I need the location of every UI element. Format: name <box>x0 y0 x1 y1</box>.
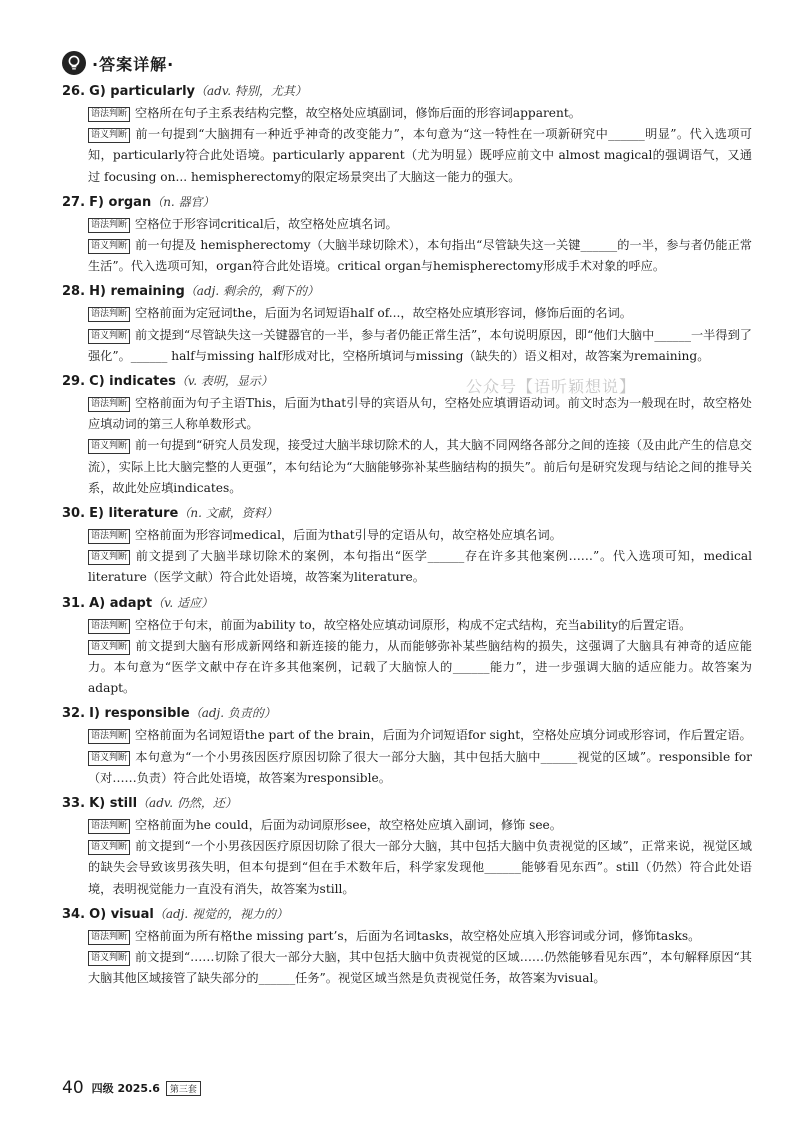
analysis-text: 空格所在句子主系表结构完整，故空格处应填副词，修饰后面的形容词apparent。 <box>135 106 581 120</box>
analysis-tag: 语义判断 <box>88 550 130 565</box>
question-number: 31. <box>62 595 86 611</box>
answer-word: F) organ <box>89 194 152 210</box>
analysis-text: 空格前面为形容词medical，后面为that引导的定语从句，故空格处应填名词。 <box>135 528 562 543</box>
answer-definition: （adj. 负责的） <box>189 706 276 721</box>
analysis-note <box>88 815 752 836</box>
answer-definition: （adv. 仍然，还） <box>137 796 237 811</box>
analysis-note <box>88 615 752 636</box>
answer-word: H) remaining <box>89 284 185 300</box>
analysis-tag: 语法判断 <box>88 218 130 233</box>
question-number: 27. <box>62 194 86 210</box>
answer-item <box>62 370 752 499</box>
answer-word: G) particularly <box>89 84 195 99</box>
analysis-tag: 语法判断 <box>88 107 130 122</box>
analysis-note <box>88 325 752 367</box>
answer-item <box>62 903 752 990</box>
answer-item <box>62 280 752 367</box>
answer-heading <box>62 502 752 525</box>
analysis-note <box>88 525 752 546</box>
analysis-note <box>88 235 752 277</box>
answer-heading <box>62 370 752 393</box>
answer-definition: （adj. 视觉的，视力的） <box>153 906 289 921</box>
analysis-note <box>88 836 752 900</box>
answer-heading <box>62 702 752 725</box>
question-number: 30. <box>62 506 86 522</box>
analysis-text: 前一句提及 hemispherectomy（大脑半球切除术），本句指出“尽管缺失这一关键______的一半，参与者仍能正常生活”。代入选项可知，organ符合此处语境。critical organ与hemispherectomy形成手术对象的呼应。 <box>88 238 752 274</box>
answer-heading <box>62 903 752 926</box>
analysis-tag: 语义判断 <box>88 640 130 655</box>
analysis-text: 本句意为“一个小男孩因医疗原因切除了很大一部分大脑，其中包括大脑中______视觉的区域”。responsible for（对……负责）符合此处语境，故答案为responsible。 <box>88 749 752 785</box>
analysis-note <box>88 124 752 188</box>
analysis-text: 空格前面为定冠词the，后面为名词短语half of...，故空格处应填形容词，修饰后面的名词。 <box>135 306 632 321</box>
page-number: 40 <box>62 1078 84 1098</box>
analysis-note <box>88 546 752 588</box>
analysis-note <box>88 926 752 947</box>
issue-label: 四级 2025.6 <box>91 1082 160 1095</box>
analysis-tag: 语义判断 <box>88 128 130 143</box>
answer-item <box>62 191 752 278</box>
question-number: 26. <box>62 84 86 99</box>
analysis-text: 前文提到“……切除了很大一部分大脑，其中包括大脑中负责视觉的区域……仍然能够看见东西”，本句解释原因“其大脑其他区域接管了缺失部分的______任务”。视觉区域当然是负责视觉任务，故答案为visual。 <box>88 950 752 986</box>
question-number: 32. <box>62 706 86 722</box>
analysis-text: 空格前面为名词短语the part of the brain，后面为介词短语for sight，空格处应填分词或形容词，作后置定语。 <box>135 728 752 743</box>
analysis-note <box>88 435 752 499</box>
page-footer <box>62 1078 201 1098</box>
analysis-tag: 语义判断 <box>88 439 130 454</box>
answer-list <box>62 80 752 993</box>
section-title: ·答案详解· <box>92 54 175 74</box>
answer-heading <box>62 592 752 615</box>
answer-definition: （v. 适应） <box>152 595 214 610</box>
answer-word: I) responsible <box>89 706 190 722</box>
answer-heading <box>62 280 752 303</box>
analysis-text: 空格前面为he could，后面为动词原形see，故空格处应填入副词，修饰 see。 <box>135 818 562 833</box>
analysis-tag: 语法判断 <box>88 930 130 945</box>
analysis-tag: 语义判断 <box>88 239 130 254</box>
analysis-note <box>88 214 752 235</box>
analysis-note <box>88 303 752 324</box>
analysis-text: 空格前面为句子主语This，后面为that引导的宾语从句，空格处应填谓语动词。前文时态为一般现在时，故空格处应填动词的第三人称单数形式。 <box>88 396 752 432</box>
answer-word: C) indicates <box>89 374 176 390</box>
answer-word: A) adapt <box>89 595 153 611</box>
analysis-note <box>88 725 752 746</box>
answer-definition: （n. 文献，资料） <box>178 506 278 521</box>
analysis-note <box>88 103 752 124</box>
lightbulb-icon <box>62 51 86 75</box>
answer-heading <box>62 792 752 815</box>
analysis-tag: 语义判断 <box>88 951 130 966</box>
section-header <box>62 50 174 76</box>
answer-item <box>62 792 752 900</box>
answer-item <box>62 502 752 589</box>
analysis-text: 前文提到“尽管缺失这一关键器官的一半，参与者仍能正常生活”，本句说明原因，即“他们大脑中______一半得到了强化”。______ half与missing half形成对比，空格所填词与missing（缺失的）语义相对，故答案为remaining。 <box>88 327 752 363</box>
analysis-tag: 语法判断 <box>88 397 130 412</box>
analysis-text: 空格前面为所有格the missing part’s，后面为名词tasks，故空格处应填入形容词或分词，修饰tasks。 <box>135 928 701 943</box>
answer-word: E) literature <box>89 506 179 522</box>
analysis-tag: 语义判断 <box>88 329 130 344</box>
analysis-text: 前文提到大脑有形成新网络和新连接的能力，从而能够弥补某些脑结构的损失，这强调了大脑具有神奇的适应能力。本句意为“医学文献中存在许多其他案例，记载了大脑惊人的______能力”，进一步强调大脑的适应能力。故答案为adapt。 <box>88 638 752 696</box>
analysis-tag: 语法判断 <box>88 729 130 744</box>
answer-item <box>62 80 752 188</box>
answer-heading <box>62 80 752 103</box>
answer-word: K) still <box>89 796 138 812</box>
analysis-text: 空格位于句末，前面为ability to，故空格处应填动词原形，构成不定式结构，充当ability的后置定语。 <box>135 617 692 632</box>
answer-heading <box>62 191 752 214</box>
analysis-text: 前文提到“一个小男孩因医疗原因切除了很大一部分大脑，其中包括大脑中负责视觉的区域”，正常来说，视觉区域的缺失会导致该男孩失明，但本句提到“但在手术数年后，科学家发现他______能够看见东西”。still（仍然）符合此处语境，表明视觉能力一直没有消失，故答案为still。 <box>88 839 752 896</box>
watermark: 公众号【语听颖想说】 <box>466 377 637 396</box>
analysis-tag: 语法判断 <box>88 307 130 322</box>
answer-word: O) visual <box>89 906 154 922</box>
answer-item <box>62 702 752 789</box>
set-badge: 第三套 <box>166 1081 201 1096</box>
analysis-text: 前一句提到“研究人员发现，接受过大脑半球切除术的人，其大脑不同网络各部分之间的连接（及由此产生的信息交流），实际上比大脑完整的人更强”，本句结论为“大脑能够弥补某些脑结构的损失”。前后句是研究发现与结论之间的推导关系，故此处应填indicates。 <box>88 438 752 495</box>
answer-definition: （adv. 特别，尤其） <box>195 84 307 98</box>
analysis-note <box>88 947 752 989</box>
question-number: 34. <box>62 906 86 922</box>
answer-definition: （v. 表明，显示） <box>175 374 273 389</box>
analysis-text: 前文提到了大脑半球切除术的案例，本句指出“医学______存在许多其他案例……”。代入选项可知，medical literature（医学文献）符合此处语境，故答案为literature。 <box>88 549 752 585</box>
analysis-text: 空格位于形容词critical后，故空格处应填名词。 <box>135 216 398 231</box>
analysis-tag: 语法判断 <box>88 619 130 634</box>
analysis-tag: 语法判断 <box>88 819 130 834</box>
analysis-note <box>88 747 752 789</box>
analysis-tag: 语义判断 <box>88 751 130 766</box>
question-number: 28. <box>62 284 86 300</box>
analysis-tag: 语法判断 <box>88 529 130 544</box>
question-number: 29. <box>62 374 86 390</box>
analysis-text: 前一句提到“大脑拥有一种近乎神奇的改变能力”，本句意为“这一特性在一项新研究中______明显”。代入选项可知，particularly符合此处语境。particularly apparent（尤为明显）既呼应前文中 almost magical的强调语气，又通过 focusing on... hemispherectomy的限定场景突出了大脑这一能力的强大。 <box>88 127 752 184</box>
answer-definition: （n. 器官） <box>151 194 215 209</box>
answer-definition: （adj. 剩余的，剩下的） <box>184 284 319 299</box>
analysis-note <box>88 636 752 700</box>
answer-item <box>62 592 752 700</box>
analysis-note <box>88 393 752 435</box>
analysis-tag: 语义判断 <box>88 840 130 855</box>
question-number: 33. <box>62 796 86 812</box>
